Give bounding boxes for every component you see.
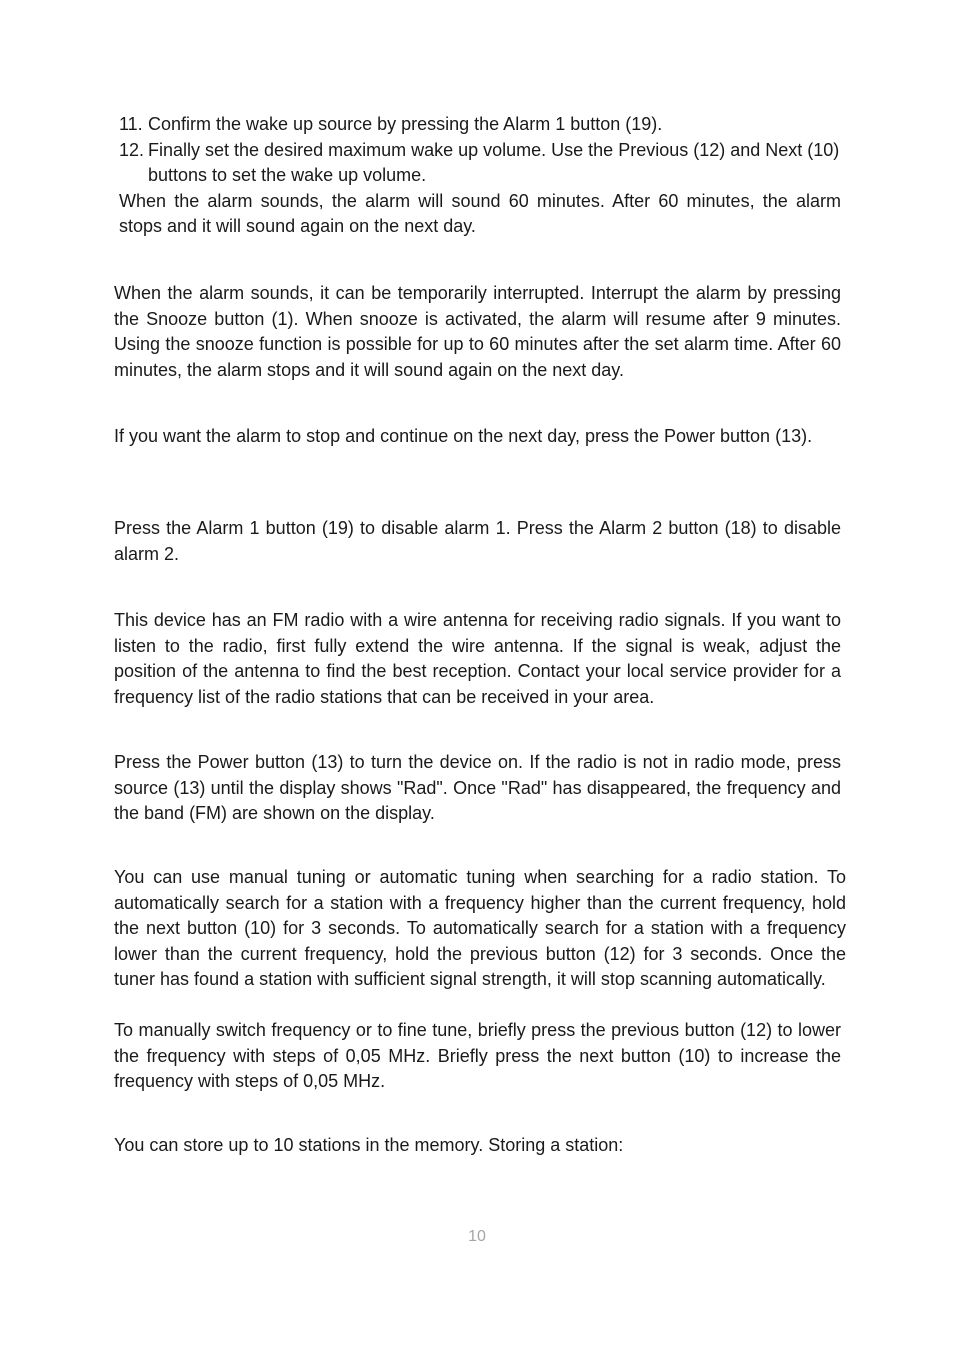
paragraph-auto-tuning: You can use manual tuning or automatic tuning when searching for a radio station. To automatically search for a station with a frequency higher than the current frequency, hold the next button (10) for 3 seconds. To automatically search for a station with a frequency lower than the current frequency, hold the previous button (12) for 3 seconds. Once the tuner has found a station with sufficient signal strength, it will stop scanning automatically. — [114, 867, 846, 989]
list-item-text: Finally set the desired maximum wake up volume. Use the Previous (12) and Next (10) buttons to set the wake up volume. — [148, 139, 840, 185]
list-item — [119, 138, 841, 189]
list-item-text: Confirm the wake up source by pressing the Alarm 1 button (19). — [148, 114, 663, 134]
paragraph-store-stations: You can store up to 10 stations in the memory. Storing a station: — [114, 1135, 624, 1155]
paragraph-fm-radio: This device has an FM radio with a wire antenna for receiving radio signals. If you want to listen to the radio, first fully extend the wire antenna. If the signal is weak, adjust the position of the antenna to find the best reception. Contact your local service provider for a frequency list of the radio stations that can be received in your area. — [114, 610, 841, 707]
paragraph-disable-alarm: Press the Alarm 1 button (19) to disable alarm 1. Press the Alarm 2 button (18) to disable alarm 2. — [114, 518, 841, 564]
alarm-duration-note: When the alarm sounds, the alarm will sound 60 minutes. After 60 minutes, the alarm stops and it will sound again on the next day. — [119, 190, 841, 236]
paragraph-stop-alarm: If you want the alarm to stop and continue on the next day, press the Power button (13). — [114, 426, 813, 446]
page-number: 10 — [468, 1228, 486, 1245]
paragraph-power-on: Press the Power button (13) to turn the device on. If the radio is not in radio mode, press source (13) until the display shows "Rad". Once "Rad" has disappeared, the frequency and the band (FM) are shown on the display. — [114, 752, 841, 823]
list-item-number: 12. — [119, 139, 145, 160]
list-item — [119, 112, 841, 138]
numbered-list — [119, 112, 841, 240]
paragraph-snooze: When the alarm sounds, it can be temporarily interrupted. Interrupt the alarm by pressing the Snooze button (1). When snooze is activated, the alarm will resume after 9 minutes. Using the snooze function is possible for up to 60 minutes after the set alarm time. After 60 minutes, the alarm stops and it will sound again on the next day. — [114, 283, 841, 380]
list-item-number: 11. — [119, 114, 143, 134]
paragraph-manual-tuning: To manually switch frequency or to fine tune, briefly press the previous button (12) to lower the frequency with steps of 0,05 MHz. Briefly press the next button (10) to increase the frequency with steps of 0,05 MHz. — [114, 1020, 841, 1091]
